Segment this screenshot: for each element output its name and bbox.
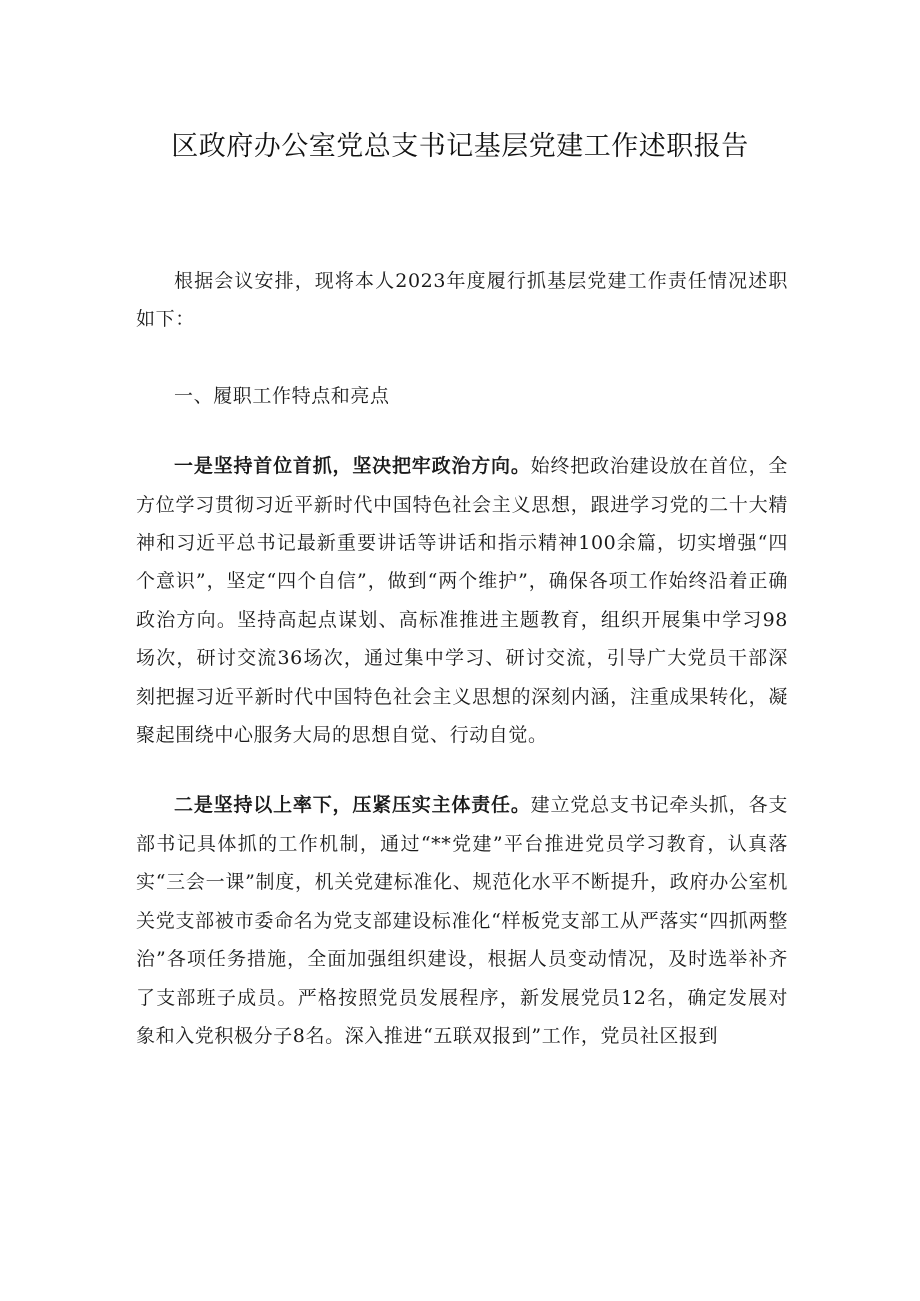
paragraph-1-lead: 一是坚持首位首抓，坚决把牢政治方向。 <box>174 455 531 478</box>
section-heading: 一、履职工作特点和亮点 <box>174 384 390 407</box>
document-title: 区政府办公室党总支书记基层党建工作述职报告 <box>171 131 749 162</box>
paragraph-2 <box>136 786 788 1055</box>
paragraph-2-body: 建立党总支书记牵头抓，各支部书记具体抓的工作机制，通过“**党建”平台推进党员学习教育，认真落实“三会一课”制度，机关党建标准化、规范化水平不断提升，政府办公室机关党支部被市委命名为党支部建设标准化“样板党支部工从严落实“四抓两整治”各项任务措施，全面加强组织建设，根据人员变动情况，及时选举补齐了支部班子成员。严格按照党员发展程序，新发展党员12名，确定发展对象和入党积极分子8名。深入推进“五联双报到”工作，党员社区报到 <box>136 794 788 1047</box>
paragraph-1-body: 始终把政治建设放在首位，全方位学习贯彻习近平新时代中国特色社会主义思想，跟进学习党的二十大精神和习近平总书记最新重要讲话等讲话和指示精神100余篇，切实增强“四个意识”，坚定“四个自信”，做到“两个维护”，确保各项工作始终沿着正确政治方向。坚持高起点谋划、高标准推进主题教育，组织开展集中学习98场次，研讨交流36场次，通过集中学习、研讨交流，引导广大党员干部深刻把握习近平新时代中国特色社会主义思想的深刻内涵，注重成果转化，凝聚起围绕中心服务大局的思想自觉、行动自觉。 <box>136 455 788 747</box>
intro-paragraph: 根据会议安排，现将本人2023年度履行抓基层党建工作责任情况述职如下： <box>136 270 788 331</box>
document-body <box>136 262 788 1055</box>
paragraph-2-lead: 二是坚持以上率下，压紧压实主体责任。 <box>174 794 531 817</box>
paragraph-1 <box>136 447 788 754</box>
